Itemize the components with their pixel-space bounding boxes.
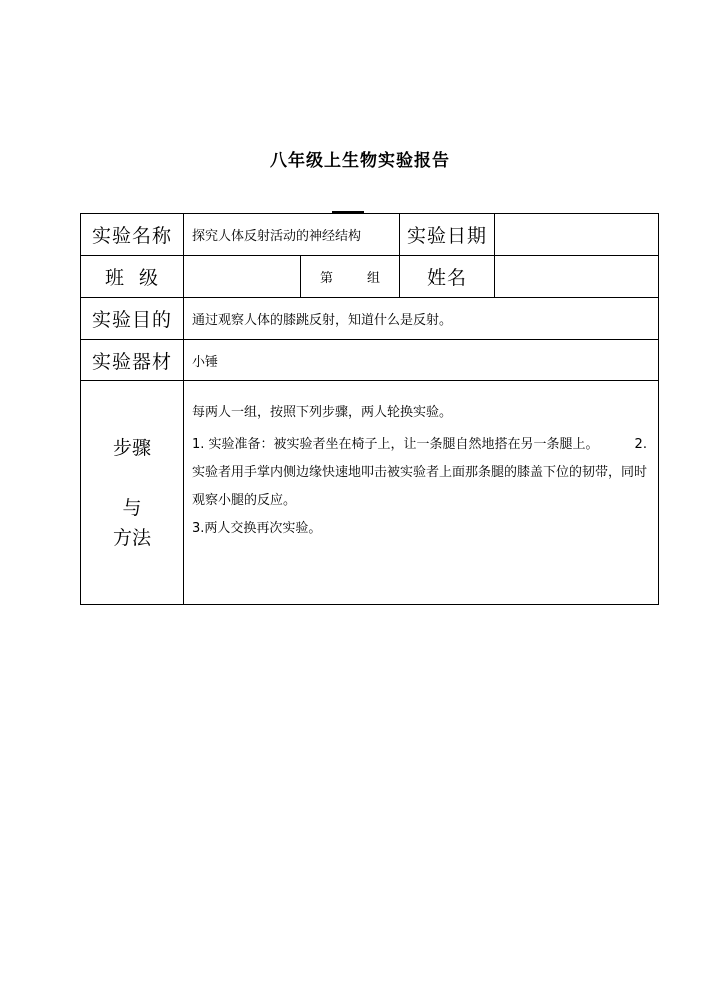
experiment-name-text: 探究人体反射活动的神经结构 — [192, 229, 362, 244]
class-value[interactable] — [184, 256, 301, 298]
step-1: 1. 实验准备：被实验者坐在椅子上，让一条腿自然地搭在另一条腿上。 — [192, 437, 599, 452]
steps-label — [81, 381, 184, 605]
table-row — [81, 381, 659, 605]
equipment-label: 实验器材 — [81, 340, 184, 381]
person-name-label: 姓名 — [400, 256, 495, 298]
group-suffix: 组 — [367, 271, 381, 286]
experiment-date-value[interactable] — [495, 214, 659, 256]
steps-label-line-2: 与 — [122, 496, 142, 519]
table-row — [81, 256, 659, 298]
step-3: 3.两人交换再次实验。 — [192, 521, 322, 536]
purpose-value: 通过观察人体的膝跳反射，知道什么是反射。 — [184, 298, 659, 340]
table-row — [81, 214, 659, 256]
table-row — [81, 340, 659, 381]
class-label: 班 级 — [81, 256, 184, 298]
experiment-date-label: 实验日期 — [400, 214, 495, 256]
page-title: 八年级上生物实验报告 — [270, 151, 450, 171]
experiment-name-value — [184, 214, 400, 256]
decorative-dash — [332, 211, 364, 213]
experiment-report-table — [80, 213, 659, 605]
steps-content — [184, 381, 659, 605]
equipment-value: 小锤 — [184, 340, 659, 381]
step-2: 2. 实验者用手掌内侧边缘快速地叩击被实验者上面那条腿的膝盖下位的韧带，同时观察小腿的反应。 — [192, 437, 648, 508]
steps-label-line-3: 方法 — [112, 526, 151, 549]
table-row — [81, 298, 659, 340]
steps-label-line-1: 步骤 — [112, 436, 151, 459]
steps-intro: 每两人一组，按照下列步骤，两人轮换实验。 — [192, 405, 453, 420]
group-prefix: 第 — [319, 271, 333, 286]
group-cell[interactable] — [301, 256, 400, 298]
experiment-name-label: 实验名称 — [81, 214, 184, 256]
purpose-label: 实验目的 — [81, 298, 184, 340]
person-name-value[interactable] — [495, 256, 659, 298]
